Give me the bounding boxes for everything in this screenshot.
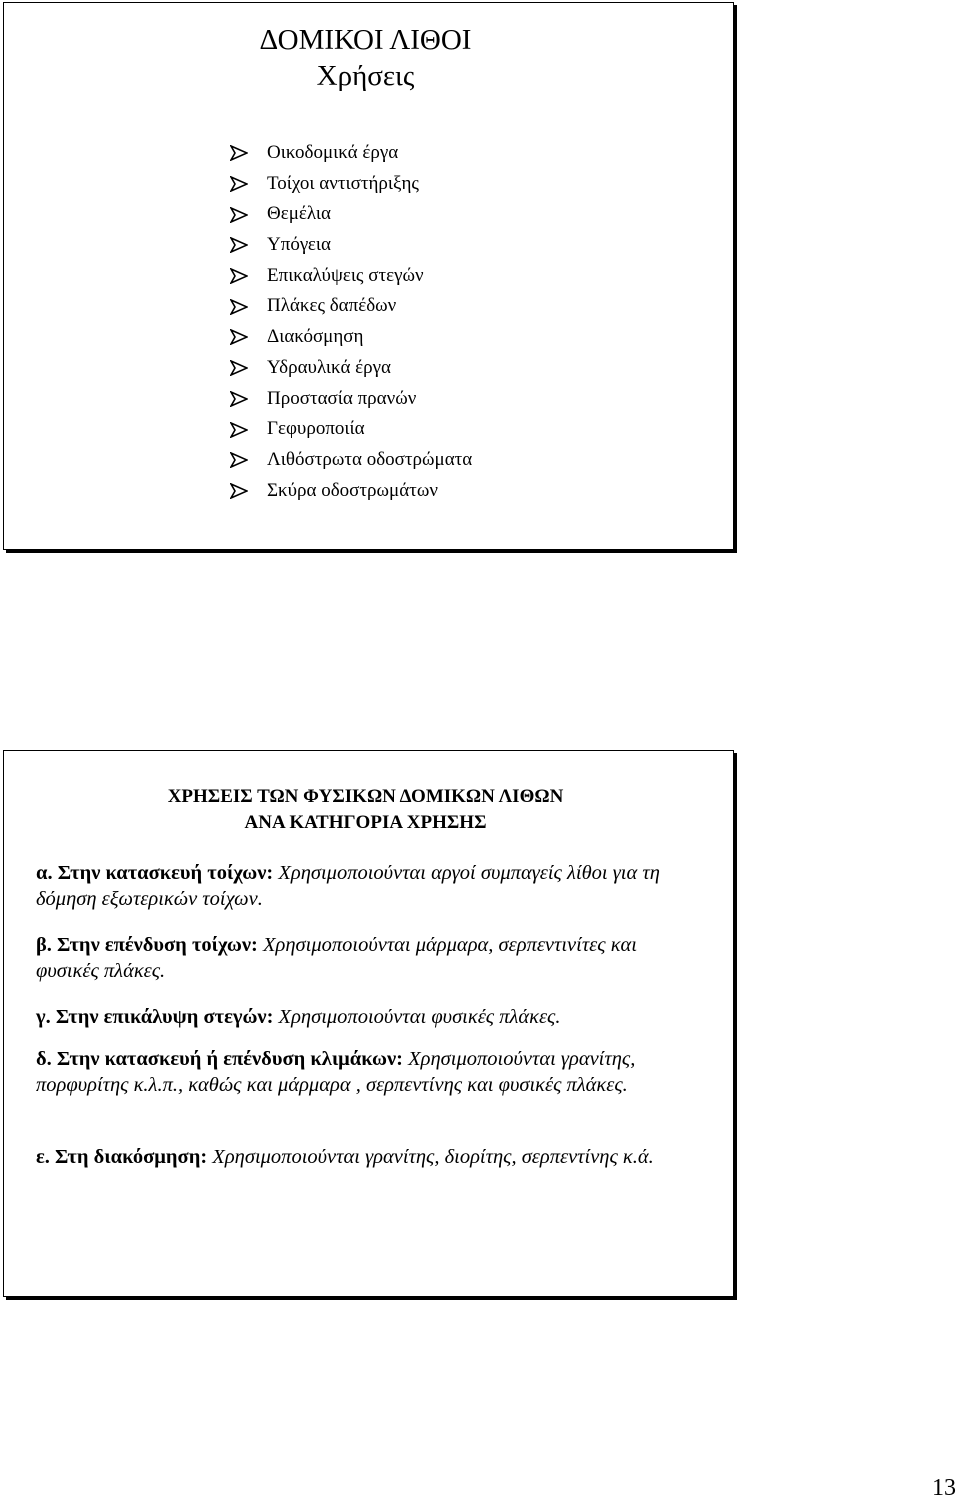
list-item	[230, 414, 472, 445]
list-item	[230, 291, 472, 322]
arrowhead-bullet-icon	[230, 483, 248, 499]
list-item-label: Σκύρα οδοστρωμάτων	[267, 479, 438, 501]
list-item	[230, 169, 472, 200]
slide-2-subheading: ΑΝΑ ΚΑΤΗΓΟΡΙΑ ΧΡΗΣΗΣ	[244, 812, 487, 833]
page-number: 13	[932, 1475, 956, 1501]
list-item	[230, 138, 472, 169]
list-item	[230, 445, 472, 476]
arrowhead-bullet-icon	[230, 391, 248, 407]
list-item-label: Υδραυλικά έργα	[267, 356, 391, 378]
arrowhead-bullet-icon	[230, 422, 248, 438]
list-item-label: Πλάκες δαπέδων	[267, 295, 397, 317]
list-item-label: Οικοδομικά έργα	[267, 142, 399, 163]
list-item	[230, 199, 472, 230]
usage-label: α. Στην κατασκευή τοίχων:	[36, 862, 274, 884]
list-item	[230, 230, 472, 261]
list-item	[230, 353, 472, 384]
list-item-label: Τοίχοι αντιστήριξης	[267, 172, 419, 194]
usage-label: δ. Στην κατασκευή ή επένδυση κλιμάκων:	[36, 1048, 404, 1070]
usage-label: γ. Στην επικάλυψη στεγών:	[36, 1006, 274, 1028]
arrowhead-bullet-icon	[230, 145, 248, 161]
list-item-label: Λιθόστρωτα οδοστρώματα	[267, 448, 473, 470]
usage-paragraph-c	[36, 1004, 701, 1030]
list-item-label: Γεφυροποιία	[267, 418, 365, 440]
usage-label: β. Στην επένδυση τοίχων:	[36, 934, 258, 956]
list-item-label: Υπόγεια	[267, 234, 331, 256]
arrowhead-bullet-icon	[230, 176, 248, 192]
list-item-label: Προστασία πρανών	[267, 387, 417, 409]
usage-paragraph-a	[36, 860, 701, 912]
arrowhead-bullet-icon	[230, 299, 248, 315]
usage-paragraph-d	[36, 1046, 701, 1098]
arrowhead-bullet-icon	[230, 452, 248, 468]
slide-1-subtitle: Χρήσεις	[316, 60, 415, 92]
usage-text: Χρησιμοποιούνται γρανίτης, πορφυρίτης κ.λ.π., καθώς και μάρμαρα , σερπεντίνης και φυσικές πλάκες.	[36, 1048, 636, 1096]
list-item	[230, 261, 472, 292]
arrowhead-bullet-icon	[230, 329, 248, 345]
usage-text: Χρησιμοποιούνται αργοί συμπαγείς λίθοι για τη δόμηση εξωτερικών τοίχων.	[36, 862, 660, 910]
list-item	[230, 322, 472, 353]
slide-2-heading: ΧΡΗΣΕΙΣ ΤΩΝ ΦΥΣΙΚΩΝ ΔΟΜΙΚΩΝ ΛΙΘΩΝ	[167, 786, 564, 807]
list-item-label: Διακόσμηση	[267, 326, 364, 348]
uses-list	[230, 138, 472, 506]
arrowhead-bullet-icon	[230, 237, 248, 253]
usage-paragraph-e	[36, 1144, 701, 1170]
list-item-label: Θεμέλια	[267, 203, 331, 225]
arrowhead-bullet-icon	[230, 268, 248, 284]
usage-text: Χρησιμοποιούνται γρανίτης, διορίτης, σερπεντίνης κ.ά.	[212, 1146, 654, 1168]
list-item-label: Επικαλύψεις στεγών	[267, 264, 424, 286]
list-item	[230, 384, 472, 415]
usage-paragraph-b	[36, 932, 701, 984]
list-item	[230, 476, 472, 507]
slide-1-title: ΔΟΜΙΚΟΙ ΛΙΘΟΙ	[259, 24, 472, 56]
arrowhead-bullet-icon	[230, 360, 248, 376]
arrowhead-bullet-icon	[230, 207, 248, 223]
usage-label: ε. Στη διακόσμηση:	[36, 1146, 208, 1168]
usage-text: Χρησιμοποιούνται φυσικές πλάκες.	[278, 1006, 561, 1028]
usage-text: Χρησιμοποιούνται μάρμαρα, σερπεντινίτες και φυσικές πλάκες.	[36, 934, 637, 982]
